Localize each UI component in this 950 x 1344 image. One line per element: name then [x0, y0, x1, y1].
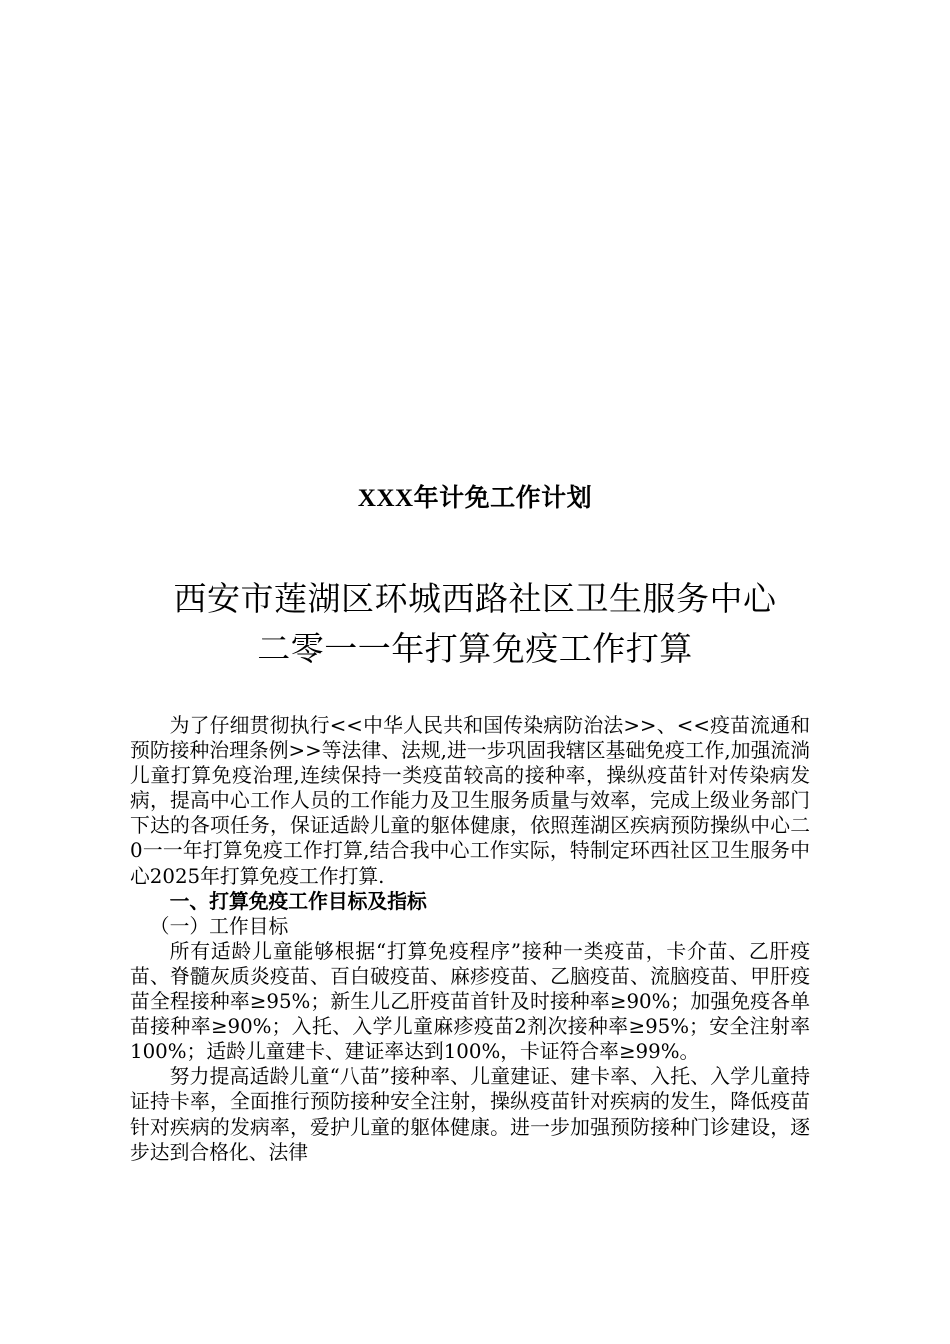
goal-paragraph-vaccination-rates: 所有适龄儿童能够根据“打算免疫程序”接种一类疫苗，卡介苗、乙肝疫苗、脊髓灰质炎疫苗、百白破疫苗、麻疹疫苗、乙脑疫苗、流脑疫苗、甲肝疫苗全程接种率≥95%；新生儿乙肝疫苗首针及时接种率≥90%；加强免疫各单苗接种率≥90%；入托、入学儿童麻疹疫苗2剂次接种率≥95%；安全注射率100%；适龄儿童建卡、建证率达到100%，卡证符合率≥99%。: [130, 939, 810, 1064]
organization-name: 西安市莲湖区环城西路社区卫生服务中心: [173, 579, 777, 618]
plan-heading-block: [0, 574, 950, 674]
section-heading-targets: 一、打算免疫工作目标及指标: [169, 889, 427, 913]
plan-title: 二零一一年打算免疫工作打算: [257, 629, 693, 668]
intro-paragraph: 为了仔细贯彻执行<<中华人民共和国传染病防治法>>、<<疫苗流通和预防接种治理条例>>等法律、法规,进一步巩固我辖区基础免疫工作,加强流淌儿童打算免疫治理,连续保持一类疫苗较高的接种率，操纵疫苗针对传染病发病，提高中心工作人员的工作能力及卫生服务质量与效率，完成上级业务部门下达的各项任务，保证适龄儿童的躯体健康，依照莲湖区疾病预防操纵中心二0一一年打算免疫工作打算,结合我中心工作实际，特制定环西社区卫生服务中心2025年打算免疫工作打算.: [130, 714, 810, 888]
goal-paragraph-improvement: 努力提高适龄儿童“八苗”接种率、儿童建证、建卡率、入托、入学儿童持证持卡率，全面推行预防接种安全注射，操纵疫苗针对疾病的发生，降低疫苗针对疾病的发病率，爱护儿童的躯体健康。进一步加强预防接种门诊建设，逐步达到合格化、法律: [130, 1065, 810, 1164]
subsection-heading-goals: （一）工作目标: [149, 914, 289, 938]
document-title: XXX年计免工作计划: [357, 485, 593, 512]
document-body: [130, 713, 810, 1165]
